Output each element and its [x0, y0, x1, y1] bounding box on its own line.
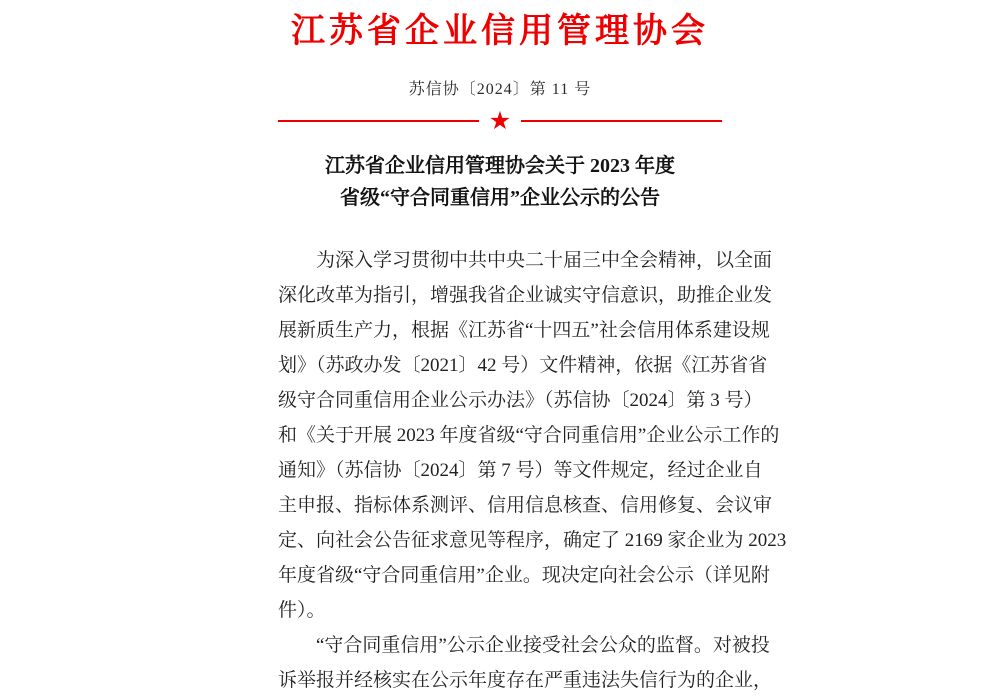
doc-number: 苏信协〔2024〕第 11 号 [408, 81, 592, 98]
body-line: 划》（苏政办发〔2021〕42 号）文件精神，依据《江苏省省 [278, 355, 768, 376]
body-line: 级守合同重信用企业公示办法》（苏信协〔2024〕第 3 号） [278, 390, 763, 411]
body-line: 诉举报并经核实在公示年度存在严重违法失信行为的企业， [278, 670, 773, 691]
body-line: 展新质生产力，根据《江苏省“十四五”社会信用体系建设规 [278, 320, 770, 341]
body-line: 定、向社会公告征求意见等程序，确定了 2169 家企业为 2023 [278, 530, 787, 551]
divider-line-right [521, 120, 722, 122]
body-line: 主申报、指标体系测评、信用信息核查、信用修复、会议审 [278, 495, 773, 516]
body-line: 年度省级“守合同重信用”企业。现决定向社会公示（详见附 [278, 565, 770, 586]
body-line: 件）。 [278, 600, 326, 621]
doc-title [0, 150, 1000, 214]
body-line: 和《关于开展 2023 年度省级“守合同重信用”企业公示工作的 [278, 425, 780, 446]
body-line: 深化改革为指引，增强我省企业诚实守信意识，助推企业发 [278, 285, 773, 306]
doc-title-line-2: 省级“守合同重信用”企业公示的公告 [340, 187, 660, 209]
doc-title-line-1: 江苏省企业信用管理协会关于 2023 年度 [325, 155, 675, 177]
paragraph [278, 628, 773, 696]
star-icon: ★ [488, 107, 512, 135]
divider-line-left [278, 120, 479, 122]
body-line: 为深入学习贯彻中共中央二十届三中全会精神，以全面 [316, 250, 773, 271]
red-divider [278, 108, 722, 134]
org-title: 江苏省企业信用管理协会 [291, 13, 709, 50]
doc-body [278, 243, 787, 696]
paragraph [278, 243, 787, 628]
body-line: “守合同重信用”公示企业接受社会公众的监督。对被投 [316, 635, 770, 656]
body-line: 通知》（苏信协〔2024〕第 7 号）等文件规定，经过企业自 [278, 460, 763, 481]
